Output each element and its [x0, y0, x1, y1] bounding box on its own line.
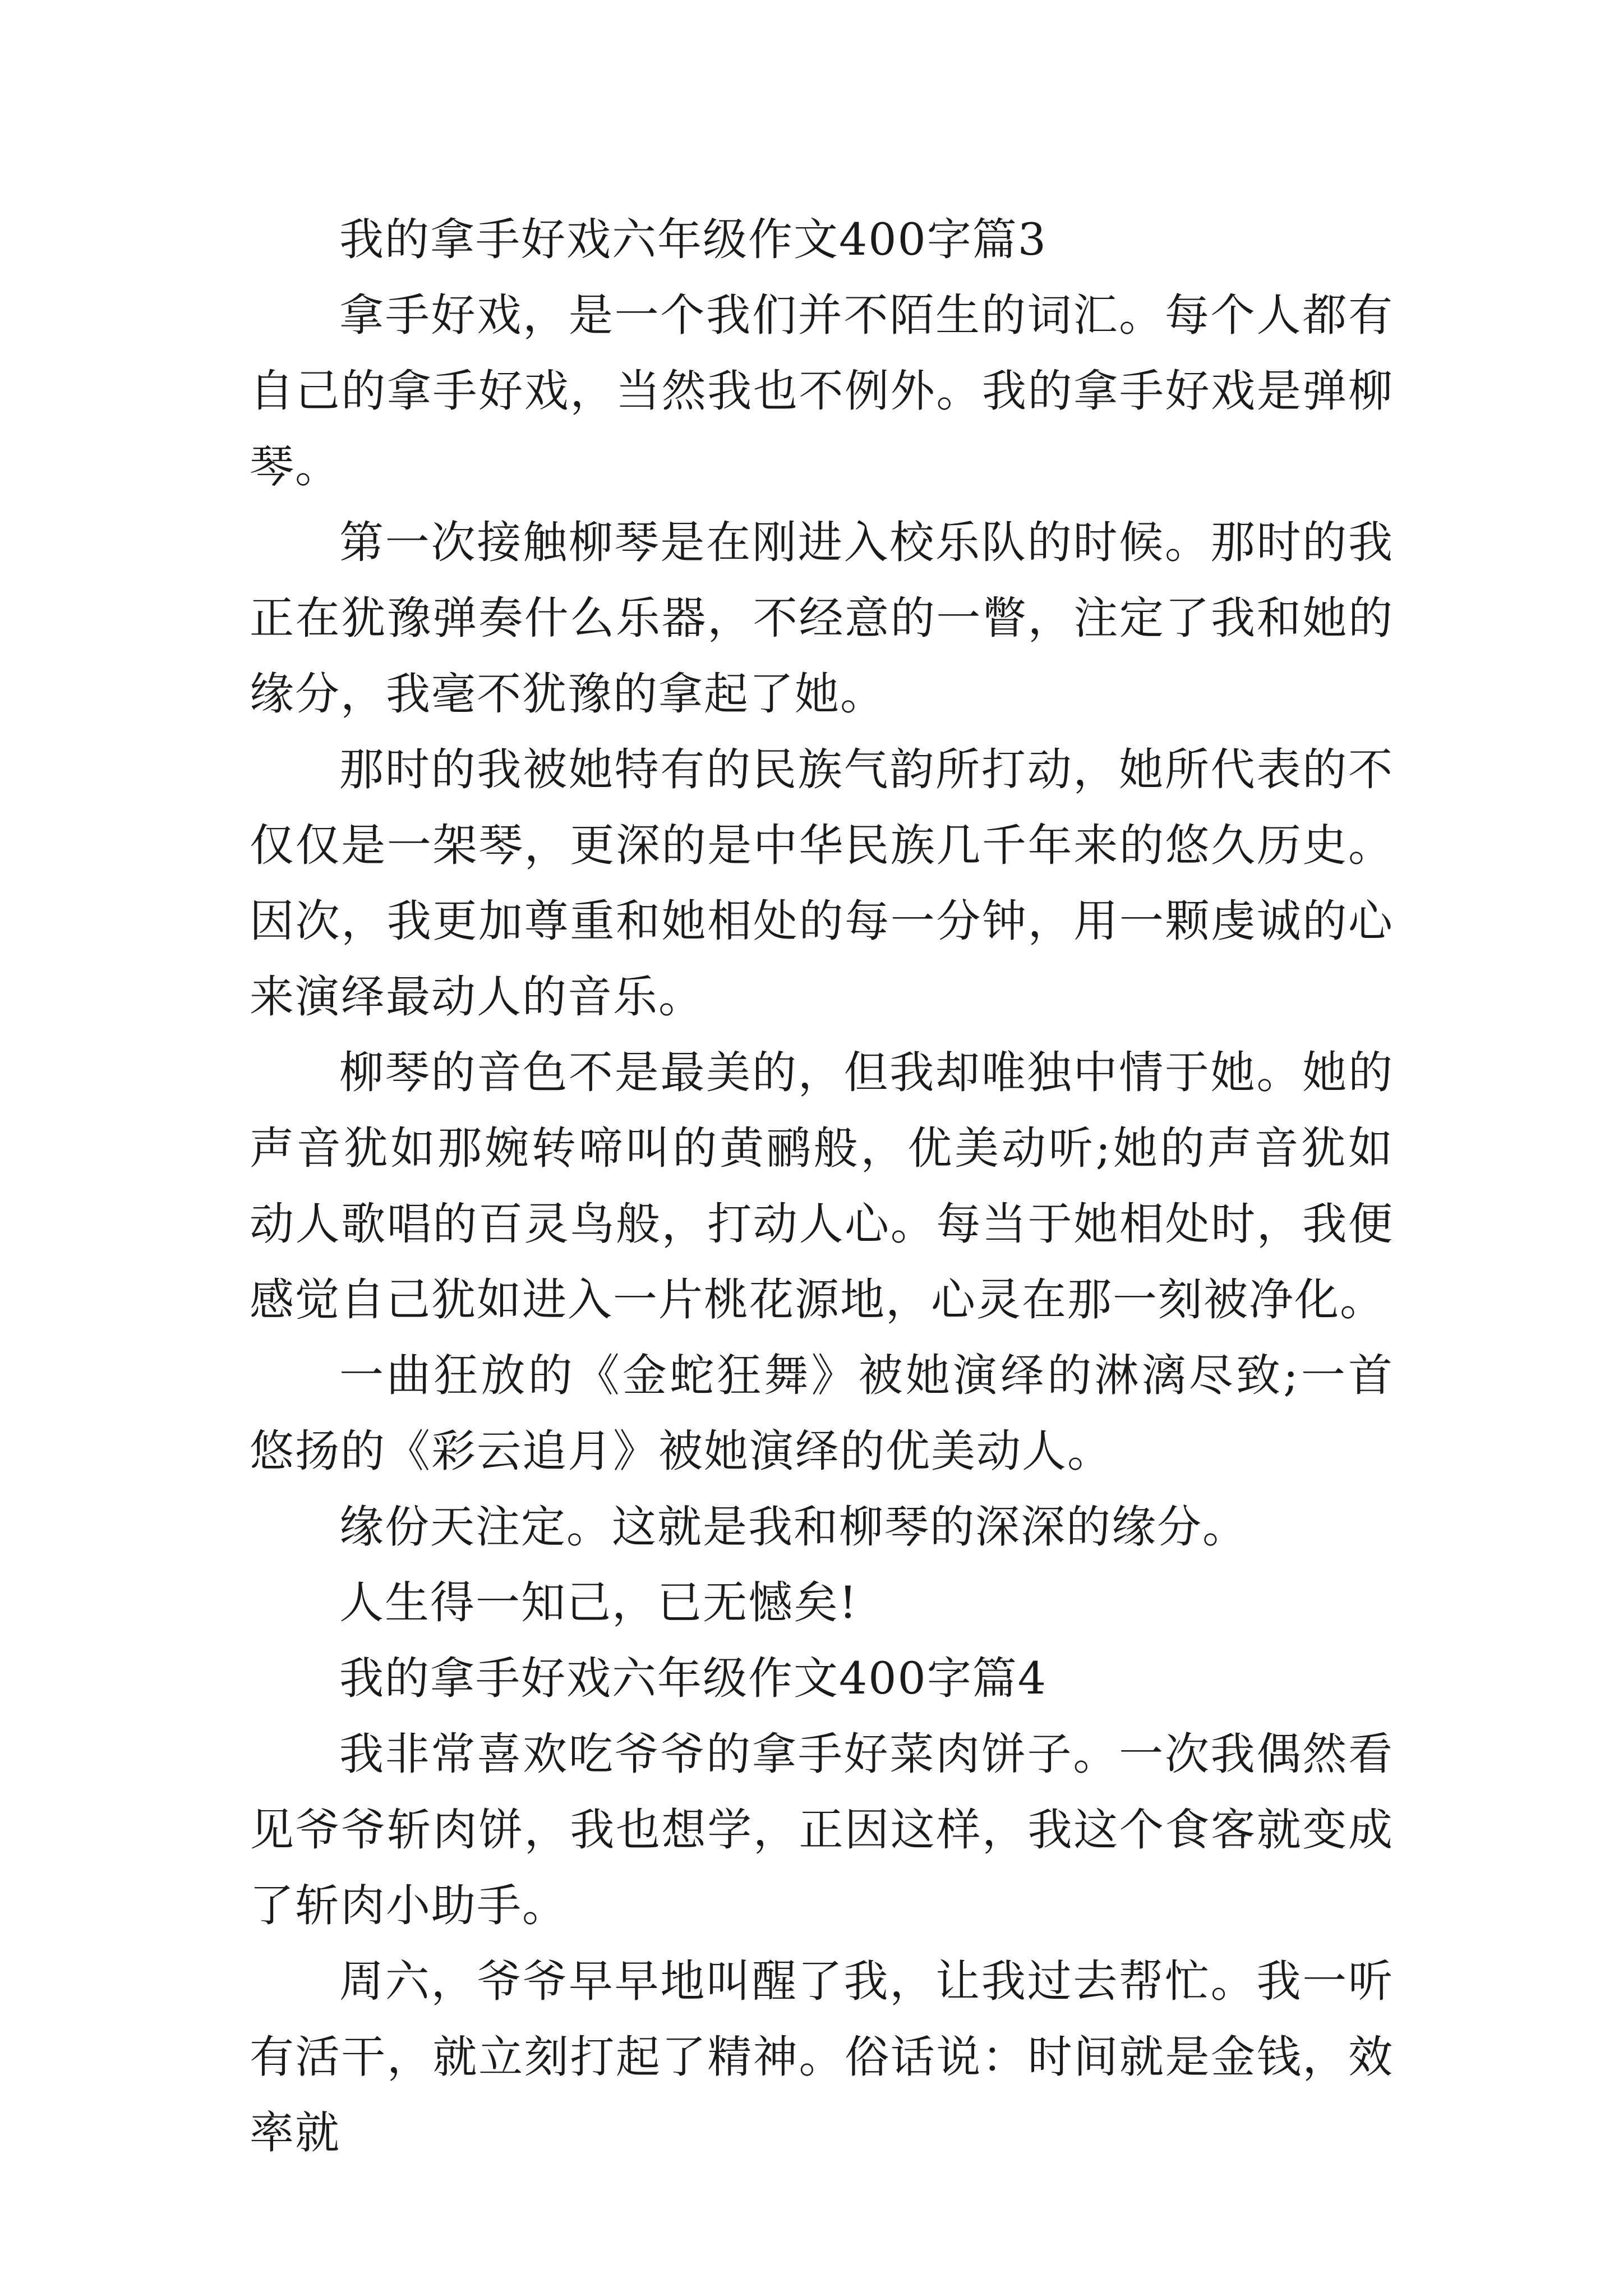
paragraph: 缘份天注定。这就是我和柳琴的深深的缘分。	[339, 1501, 1248, 1553]
section-heading-3: 我的拿手好戏六年级作文400字篇3	[339, 214, 1048, 265]
paragraph: 那时的我被她特有的民族气韵所打动，她所代表的不仅仅是一架琴，更深的是中华民族几千年来的悠久历史。因次，我更加尊重和她相处的每一分钟，用一颗虔诚的心来演绎最动人的音乐。	[250, 744, 1394, 1023]
paragraph: 第一次接触柳琴是在刚进入校乐队的时候。那时的我正在犹豫弹奏什么乐器，不经意的一瞥，注定了我和她的缘分，我毫不犹豫的拿起了她。	[250, 517, 1394, 720]
paragraph: 人生得一知己，已无憾矣!	[339, 1577, 858, 1628]
paragraph: 周六，爷爷早早地叫醒了我，让我过去帮忙。我一听有活干，就立刻打起了精神。俗话说：时间就是金钱，效率就	[250, 1955, 1394, 2159]
paragraph: 拿手好戏，是一个我们并不陌生的词汇。每个人都有自己的拿手好戏，当然我也不例外。我的拿手好戏是弹柳琴。	[250, 289, 1394, 493]
paragraph: 我非常喜欢吃爷爷的拿手好菜肉饼子。一次我偶然看见爷爷斩肉饼，我也想学，正因这样，我这个食客就变成了斩肉小助手。	[250, 1728, 1394, 1931]
paragraph: 一曲狂放的《金蛇狂舞》被她演绎的淋漓尽致;一首悠扬的《彩云追月》被她演绎的优美动人。	[250, 1350, 1394, 1477]
paragraph: 柳琴的音色不是最美的，但我却唯独中情于她。她的声音犹如那婉转啼叫的黄鹂般，优美动听;她的声音犹如动人歌唱的百灵鸟般，打动人心。每当于她相处时，我便感觉自己犹如进入一片桃花源地，心灵在那一刻被净化。	[250, 1047, 1394, 1326]
document-body	[250, 202, 1394, 2171]
section-heading-4: 我的拿手好戏六年级作文400字篇4	[339, 1653, 1048, 1704]
